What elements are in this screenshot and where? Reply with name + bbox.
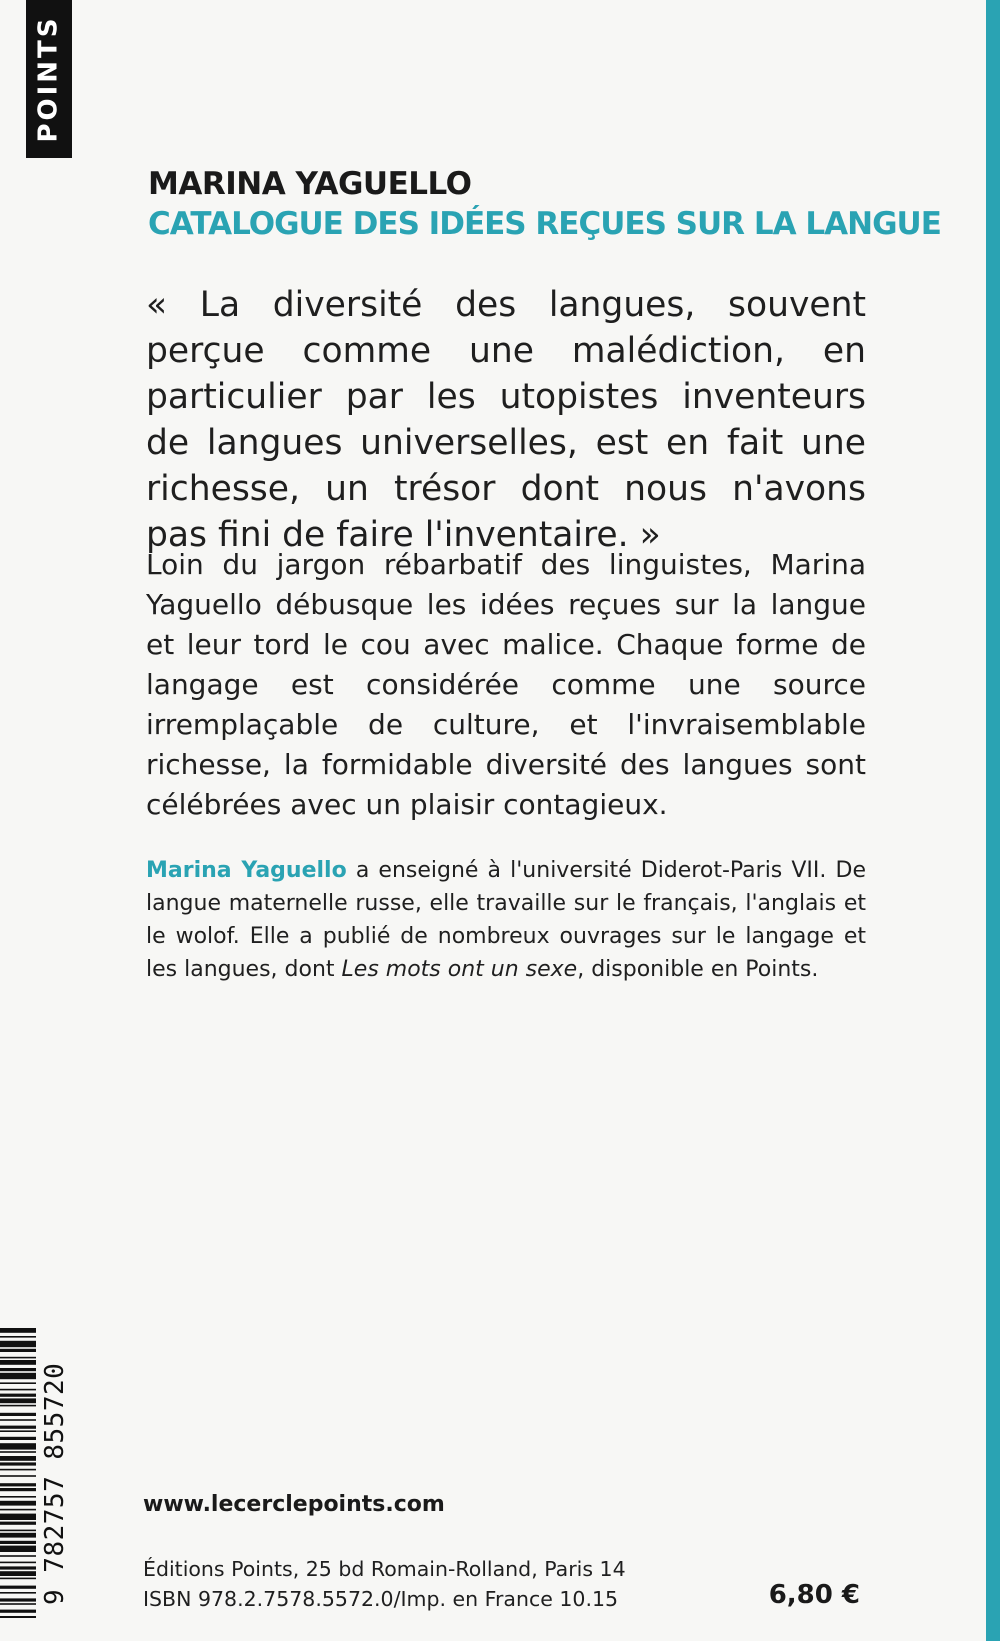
barcode-bar	[0, 1475, 36, 1477]
barcode-bar	[0, 1541, 36, 1544]
price-label: 6,80 €	[768, 1580, 860, 1610]
barcode-bar	[0, 1341, 36, 1347]
book-blurb: Loin du jargon rébarbatif des linguistes, Marina Yaguello débusque les idées reçues sur la langue et leur tord le cou avec malice. Chaque forme de langage est considérée comme une source irremplaçable de culture, et l'invraisemblable richesse, la formidable diversité des langues sont célébrées avec un plaisir contagieux.	[146, 548, 866, 821]
barcode-bar	[0, 1598, 36, 1601]
book-title: CATALOGUE DES IDÉES REÇUES SUR LA LANGUE	[148, 206, 941, 242]
barcode-bar	[0, 1571, 36, 1576]
publisher-address: Éditions Points, 25 bd Romain-Rolland, Paris 14	[143, 1557, 626, 1581]
teal-edge-strip	[986, 0, 1000, 1641]
barcode-bar	[0, 1616, 36, 1618]
barcode-bar	[0, 1349, 36, 1352]
barcode-bar	[0, 1578, 36, 1580]
barcode-bar	[0, 1483, 36, 1486]
barcode-bar	[0, 1368, 36, 1371]
barcode-bar	[0, 1357, 36, 1359]
barcode-bar	[0, 1451, 36, 1453]
barcode-bar	[0, 1336, 36, 1338]
barcode-bar	[0, 1509, 36, 1511]
barcode-bar	[0, 1603, 36, 1605]
barcode-bar	[0, 1394, 36, 1397]
barcode-bar	[0, 1443, 36, 1449]
barcode-bar	[0, 1514, 36, 1520]
barcode-bar	[0, 1522, 36, 1525]
bio-author-name: Marina Yaguello	[146, 858, 347, 883]
author-bio	[146, 854, 866, 986]
isbn-line: ISBN 978.2.7578.5572.0/Imp. en France 10.15	[143, 1587, 619, 1611]
barcode-bar	[0, 1555, 36, 1557]
barcode-bar	[0, 1382, 36, 1384]
points-logo-tab	[26, 0, 72, 158]
publisher-info	[143, 1554, 626, 1614]
barcode-bar	[0, 1610, 36, 1613]
barcode-bar	[0, 1426, 36, 1429]
barcode-bar	[0, 1533, 36, 1538]
barcode-bar	[0, 1586, 36, 1589]
barcode-bar	[0, 1360, 36, 1365]
barcode-bar	[0, 1456, 36, 1461]
publisher-website: www.lecerclepoints.com	[143, 1492, 445, 1517]
barcode-bar	[0, 1546, 36, 1552]
brand-label: POINTS	[34, 15, 64, 143]
barcode-bar	[0, 1373, 36, 1379]
barcode-bar	[0, 1419, 36, 1421]
barcode-bar	[0, 1430, 36, 1432]
barcode-bar	[0, 1437, 36, 1440]
bio-text-part2: , disponible en Points.	[577, 957, 819, 982]
barcode-bar	[0, 1496, 36, 1498]
barcode-digits: 9 782757 855720	[40, 1362, 70, 1605]
barcode-bar	[0, 1469, 36, 1471]
barcode-bar	[0, 1592, 36, 1594]
barcode-bar	[0, 1328, 36, 1333]
barcode-bar	[0, 1530, 36, 1532]
barcode-bar	[0, 1462, 36, 1465]
barcode-bar	[0, 1413, 36, 1416]
barcode-bar	[0, 1405, 36, 1407]
author-name: MARINA YAGUELLO	[148, 166, 472, 202]
bio-text-part1: a enseigné à l'université Diderot-Paris VII. De langue maternelle russe, elle travaille sur le français, l'anglais et le wolof. Elle a publié de nombreux ouvrages sur le langage et les langues, dont	[146, 858, 866, 982]
pull-quote: « La diversité des langues, souvent perçue comme une malédiction, en particulier par les utopistes inventeurs de langues universelles, est en fait une richesse, un trésor dont nous n'avons pas fini de faire l'inventaire. »	[146, 285, 866, 555]
barcode-bar	[0, 1389, 36, 1391]
barcode-bar	[0, 1398, 36, 1403]
bio-book-title: Les mots ont un sexe	[341, 957, 578, 982]
barcode-bar	[0, 1566, 36, 1569]
barcode-bar	[0, 1488, 36, 1491]
barcode-bar	[0, 1562, 36, 1564]
barcode-bar	[0, 1501, 36, 1506]
